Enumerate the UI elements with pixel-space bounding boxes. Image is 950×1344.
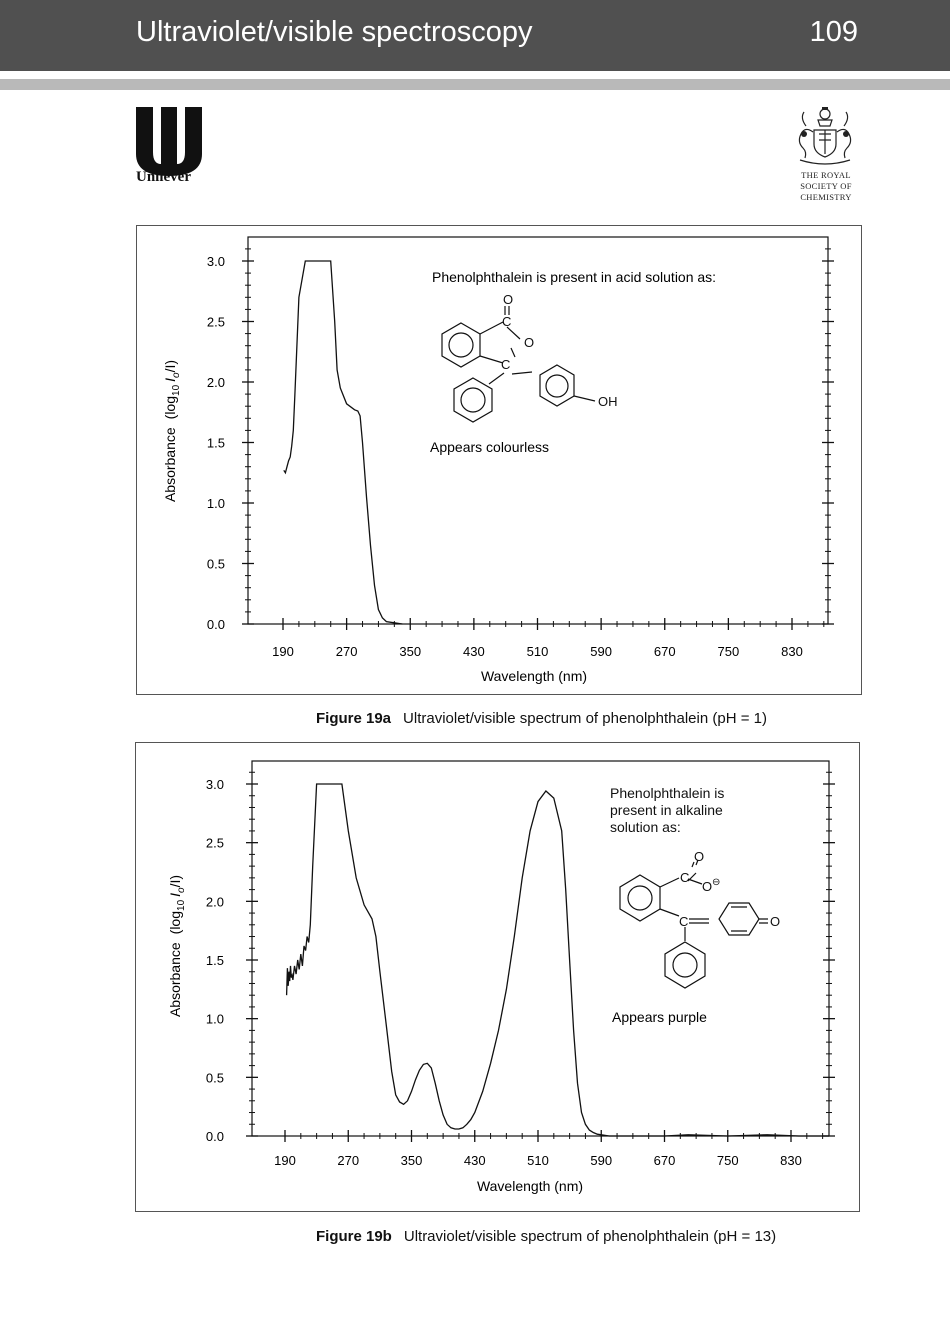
x-tick-label: 350 bbox=[400, 1153, 423, 1168]
alkaline-form-structure-icon bbox=[620, 860, 768, 988]
x-tick-labels bbox=[272, 644, 803, 659]
structure-label: C bbox=[502, 314, 512, 329]
structure-label: O bbox=[694, 849, 705, 864]
x-tick-label: 430 bbox=[463, 1153, 486, 1168]
y-tick-label: 2.0 bbox=[206, 375, 225, 390]
structure-label: C bbox=[679, 914, 689, 929]
annotation-note: Appears purple bbox=[612, 1009, 707, 1025]
x-tick-label: 590 bbox=[590, 1153, 613, 1168]
annotation-title: solution as: bbox=[610, 819, 681, 835]
structure-label: O bbox=[524, 335, 535, 350]
y-tick-label: 2.0 bbox=[205, 894, 224, 910]
y-tick-label: 3.0 bbox=[206, 254, 225, 269]
figure-label: Figure 19a bbox=[316, 710, 392, 727]
x-tick-label: 430 bbox=[463, 644, 485, 659]
y-tick-labels bbox=[207, 254, 225, 632]
x-axis-label: Wavelength (nm) bbox=[476, 1178, 584, 1194]
y-axis-label: $Absorbance(\log_{10}I_o/I)$ bbox=[167, 874, 187, 1018]
annotation-title: present in alkaline bbox=[610, 802, 723, 818]
structure-label: O bbox=[503, 292, 514, 307]
figure-caption bbox=[316, 710, 767, 727]
x-axis-label: Wavelength (nm) bbox=[480, 668, 588, 684]
acid-form-structure-icon bbox=[442, 306, 595, 422]
spectrum-line-ph1 bbox=[284, 261, 403, 624]
unilever-wordmark: Unilever bbox=[136, 169, 191, 185]
figure-label: Figure 19b bbox=[316, 1228, 392, 1245]
caption-text: Ultraviolet/visible spectrum of phenolphthalein (pH = 1) bbox=[403, 710, 767, 727]
annotation-title: Phenolphthalein is bbox=[610, 785, 725, 801]
page-number: 109 bbox=[809, 16, 858, 48]
chart-19b bbox=[136, 743, 859, 1211]
plot-frame bbox=[248, 237, 828, 624]
x-tick-label: 190 bbox=[272, 644, 294, 659]
y-tick-label: 1.0 bbox=[206, 496, 225, 511]
caption-text: Ultraviolet/visible spectrum of phenolphthalein (pH = 13) bbox=[403, 1228, 777, 1245]
rsc-crest-icon bbox=[792, 104, 858, 168]
x-tick-label: 750 bbox=[717, 644, 740, 659]
x-tick-label: 830 bbox=[781, 644, 803, 659]
y-tick-label: 2.5 bbox=[205, 835, 224, 851]
y-ticks bbox=[246, 772, 835, 1136]
x-tick-label: 510 bbox=[526, 644, 549, 659]
spectrum-line-ph13 bbox=[287, 784, 829, 1136]
structure-label: ⊖ bbox=[712, 877, 721, 888]
y-tick-label: 0.0 bbox=[206, 617, 225, 632]
x-tick-label: 510 bbox=[527, 1153, 549, 1168]
rsc-logo bbox=[786, 104, 866, 203]
x-tick-label: 190 bbox=[274, 1153, 296, 1168]
y-tick-label: 1.5 bbox=[205, 953, 224, 968]
x-tick-label: 670 bbox=[653, 1153, 676, 1168]
structure-label: C bbox=[680, 870, 690, 885]
structure-label: C bbox=[501, 357, 511, 372]
structure-label: O bbox=[702, 879, 713, 894]
figure-caption bbox=[316, 1228, 776, 1245]
x-tick-label: 590 bbox=[590, 644, 612, 659]
x-tick-label: 270 bbox=[337, 1153, 360, 1168]
y-tick-label: 1.0 bbox=[205, 1011, 224, 1027]
y-tick-label: 3.0 bbox=[205, 777, 224, 792]
y-ticks bbox=[242, 249, 834, 624]
figure-19a bbox=[136, 225, 862, 695]
chart-19a bbox=[137, 226, 861, 694]
x-tick-labels bbox=[274, 1153, 802, 1168]
x-tick-label: 350 bbox=[399, 644, 422, 659]
y-tick-label: 0.5 bbox=[206, 556, 225, 572]
plot-frame bbox=[252, 761, 829, 1136]
y-tick-labels bbox=[206, 777, 224, 1144]
figure-19b bbox=[135, 742, 860, 1212]
x-tick-label: 750 bbox=[716, 1153, 739, 1168]
annotation-note: Appears colourless bbox=[430, 439, 550, 455]
y-axis-label: $Absorbance(\log_{10}I_o/I)$ bbox=[162, 359, 182, 503]
x-tick-label: 670 bbox=[653, 644, 676, 659]
x-tick-label: 830 bbox=[780, 1153, 802, 1168]
rsc-wordmark: THE ROYAL SOCIETY OF CHEMISTRY bbox=[800, 170, 852, 202]
y-tick-label: 1.5 bbox=[206, 435, 225, 451]
structure-label: O bbox=[770, 914, 781, 929]
structure-label: OH bbox=[598, 394, 618, 409]
header-rule bbox=[0, 79, 950, 90]
y-tick-label: 0.0 bbox=[205, 1129, 224, 1144]
x-tick-label: 270 bbox=[335, 644, 358, 659]
page-header bbox=[0, 0, 950, 71]
section-title: Ultraviolet/visible spectroscopy bbox=[136, 16, 533, 48]
annotation-title: Phenolphthalein is present in acid solution as: bbox=[432, 269, 717, 285]
y-tick-label: 2.5 bbox=[206, 314, 225, 330]
y-tick-label: 0.5 bbox=[205, 1070, 224, 1086]
